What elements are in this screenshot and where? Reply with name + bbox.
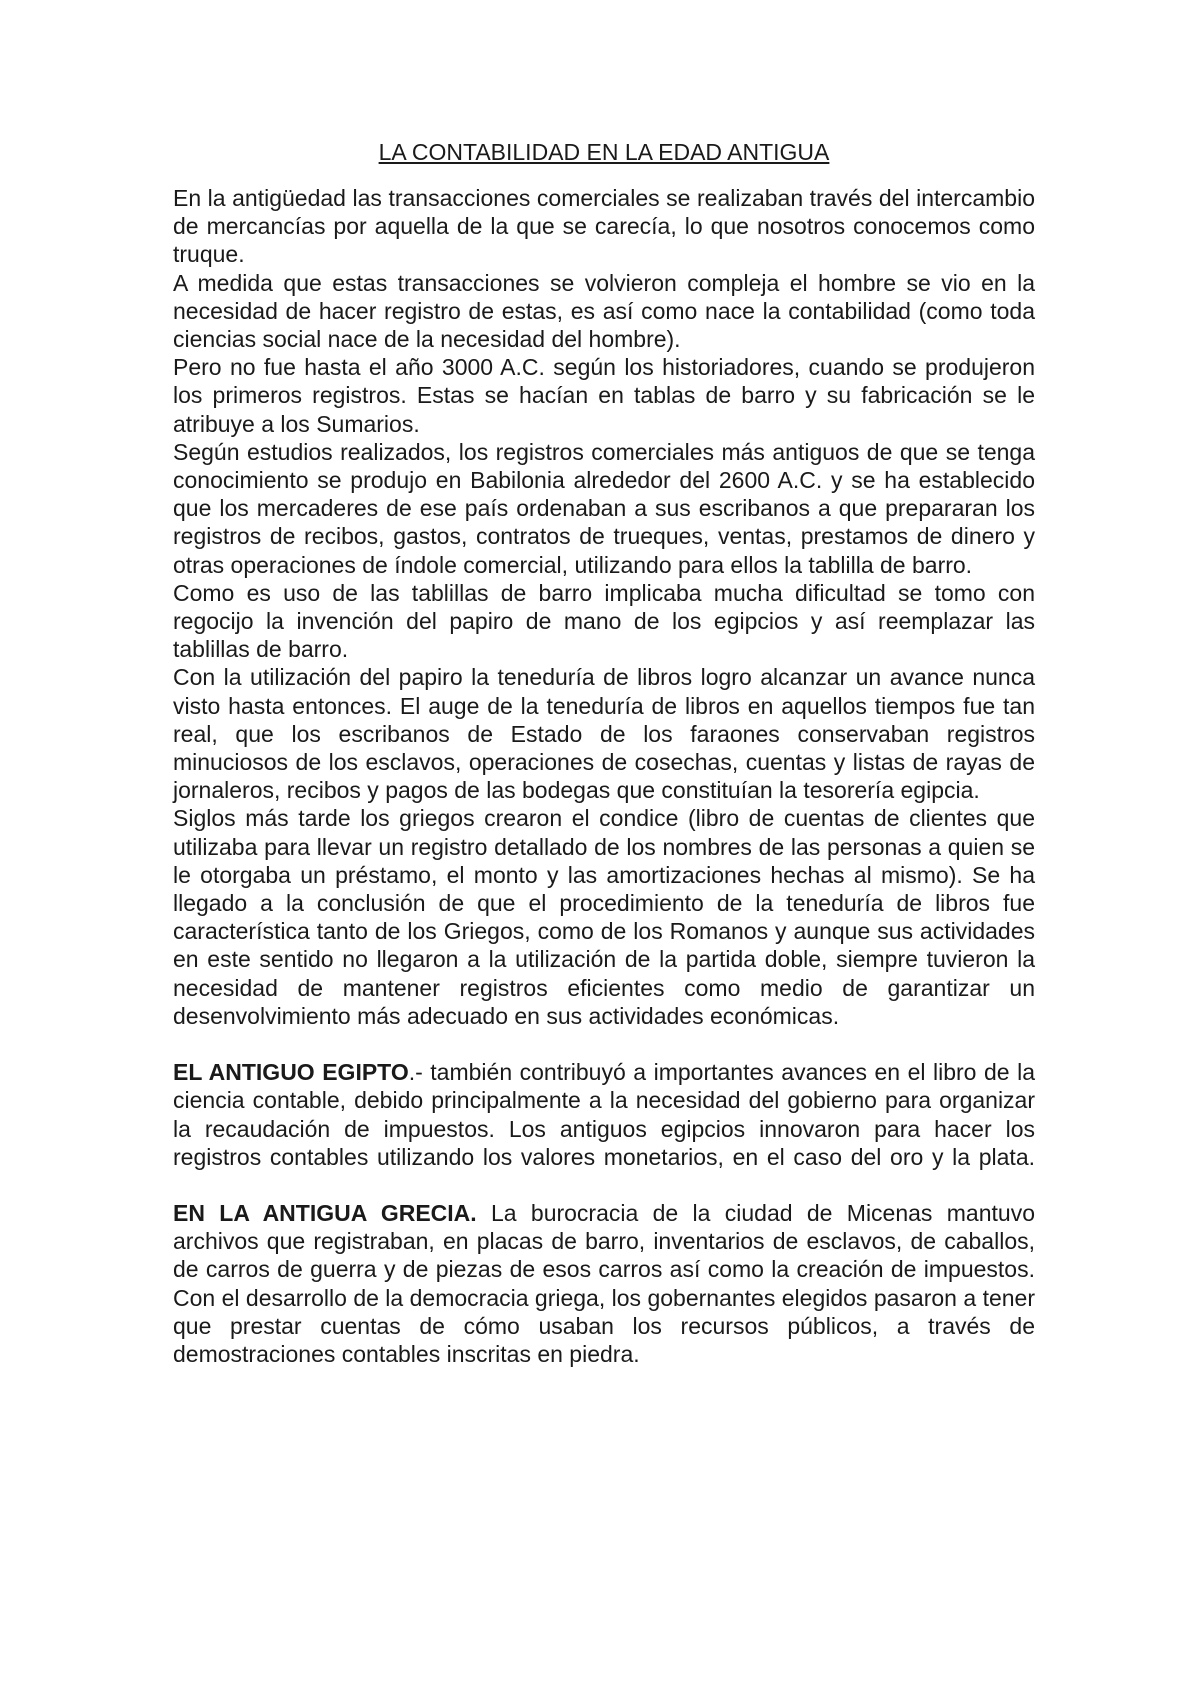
section-egypt — [173, 1058, 1035, 1171]
paragraph-intro-3: Pero no fue hasta el año 3000 A.C. según los historiadores, cuando se produjeron los primeros registros. Estas se hacían en tablas de barro y su fabricación se le atribuye a los Sumarios. — [173, 354, 1035, 437]
paragraph-intro-4: Según estudios realizados, los registros comerciales más antiguos de que se tenga conocimiento se produjo en Babilonia alrededor del 2600 A.C. y se ha establecido que los mercaderes de ese país ordenaban a sus escribanos a que prepararan los registros de recibos, gastos, contratos de trueques, ventas, prestamos de dinero y otras operaciones de índole comercial, utilizando para ellos la tablilla de barro. — [173, 438, 1035, 578]
paragraph-intro-1: En la antigüedad las transacciones comerciales se realizaban través del intercambio de mercancías por aquella de la que se carecía, lo que nosotros conocemos como truque. — [173, 185, 1035, 268]
paragraph-intro-7: Siglos más tarde los griegos crearon el condice (libro de cuentas de clientes que utilizaba para llevar un registro detallado de los nombres de las personas a quien se le otorgaba un préstamo, el monto y las amortizaciones hechas al mismo). Se ha llegado a la conclusión de que el procedimiento de la teneduría de libros fue característica tanto de los Griegos, como de los Romanos y aunque sus actividades en este sentido no llegaron a la utilización de la partida doble, siempre tuvieron la necesidad de mantener registros eficientes como medio de garantizar un desenvolvimiento más adecuado en sus actividades económicas. — [173, 805, 1035, 1029]
paragraph-intro-2: A medida que estas transacciones se volvieron compleja el hombre se vio en la necesidad de hacer registro de estas, es así como nace la contabilidad (como toda ciencias social nace de la necesidad del hombre). — [173, 269, 1035, 353]
paragraph-spacer — [173, 1030, 1035, 1058]
paragraph-intro-6: Con la utilización del papiro la teneduría de libros logro alcanzar un avance nunca visto hasta entonces. El auge de la teneduría de libros en aquellos tiempos fue tan real, que los escribanos de Estado de los faraones conservaban registros minuciosos de los esclavos, operaciones de cosechas, cuentas y listas de rayas de jornaleros, recibos y pagos de las bodegas que constituían la tesorería egipcia. — [173, 664, 1035, 804]
paragraph-intro-5: Como es uso de las tablillas de barro implicaba mucha dificultad se tomo con regocijo la invención del papiro de mano de los egipcios y así reemplazar las tablillas de barro. — [173, 579, 1035, 663]
section-egypt-body: .- también contribuyó a importantes avances en el libro de la ciencia contable, debido principalmente a la necesidad del gobierno para organizar la recaudación de impuestos. Los antiguos egipcios innovaron para hacer los registros contables utilizando los valores monetarios, en el caso del oro y la plata. — [173, 1059, 1036, 1170]
section-greece-heading: EN LA ANTIGUA GRECIA. — [173, 1199, 477, 1226]
section-greece — [173, 1199, 1035, 1368]
section-greece-body: La burocracia de la ciudad de Micenas mantuvo archivos que registraban, en placas de barro, inventarios de esclavos, de caballos, de carros de guerra y de piezas de esos carros así como la creación de impuestos. Con el desarrollo de la democracia griega, los gobernantes elegidos pasaron a tener que prestar cuentas de cómo usaban los recursos públicos, a través de demostraciones contables inscritas en piedra. — [173, 1199, 1035, 1367]
paragraph-spacer — [173, 1171, 1035, 1199]
document-title: LA CONTABILIDAD EN LA EDAD ANTIGUA — [378, 139, 830, 165]
document-body — [173, 138, 1035, 1368]
section-egypt-heading: EL ANTIGUO EGIPTO — [173, 1059, 409, 1086]
